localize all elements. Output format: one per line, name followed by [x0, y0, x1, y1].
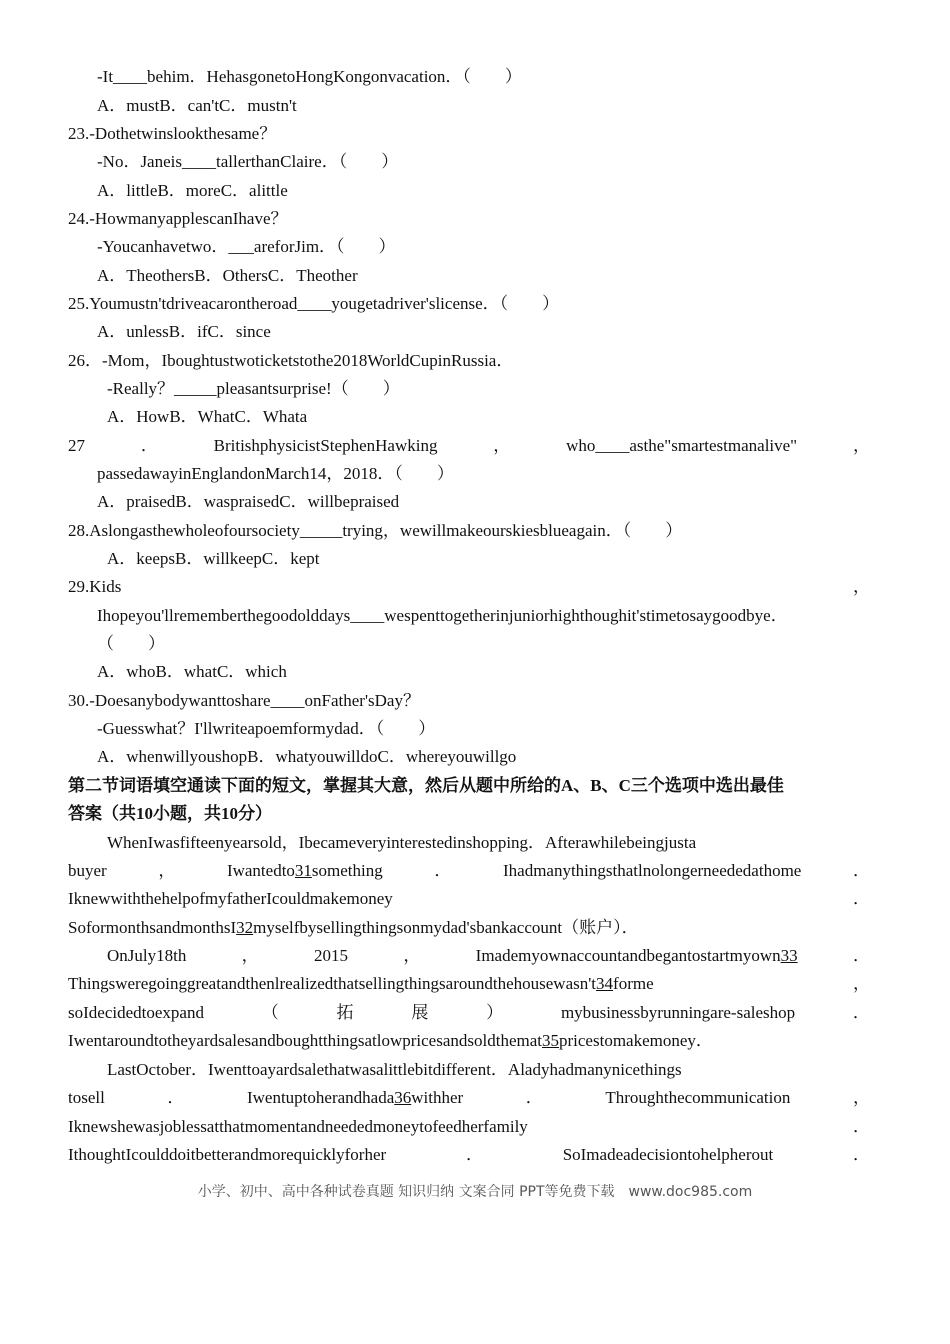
passage-word: Thingsweregoinggreatandthenlrealizedthatsellingthingsaroundthehousewasn't: [68, 974, 597, 993]
passage-punct: ．: [525, 1088, 543, 1107]
q30-options: A．whenwillyoushopB．whatyouwilldoC．whereyouwillgo: [97, 747, 517, 766]
q25-stem: 25.Youmustn'tdriveacarontheroad____yougetadriver'slicense．（ ）: [68, 294, 560, 313]
passage-word: tosell: [68, 1088, 105, 1107]
passage-line12: [68, 1144, 870, 1166]
q23-answer-line: -No．Janeis____tallerthanClaire．（ ）: [97, 152, 399, 171]
q24-stem: 24.-HowmanyapplescanIhave？: [68, 209, 288, 228]
passage-blank-33-group: [476, 945, 798, 967]
passage-word: Throughthecommunication: [605, 1088, 791, 1107]
q22-answer-line: -It____behim．HehasgonetoHongKongonvacation．（ ）: [97, 67, 522, 86]
passage-line9: LastOctober．Iwenttoayardsalethatwasalittlebitdifferent．Aladyhadmanynicethings: [107, 1060, 682, 1079]
passage-line2: [68, 860, 870, 882]
q30-answer-line: -Guesswhat？I'llwriteapoemformydad．（ ）: [97, 719, 436, 738]
passage-punct: ．: [853, 1117, 870, 1136]
q29-bracket: （ ）: [97, 634, 165, 653]
passage-word: 展: [411, 1003, 429, 1022]
passage-word: mybusinessbyrunningare-saleshop: [560, 1003, 796, 1022]
q22-options: A．mustB．can'tC．mustn't: [97, 96, 297, 115]
q30-stem: 30.-Doesanybodywanttoshare____onFather'sDay？: [68, 691, 420, 710]
blank-36: 36: [394, 1088, 412, 1107]
q23-options: A．littleB．moreC．alittle: [97, 181, 288, 200]
passage-word: something: [311, 861, 383, 880]
passage-word: withher: [411, 1088, 464, 1107]
passage-punct: ．: [465, 1145, 483, 1164]
passage-punct: ，: [158, 861, 176, 880]
passage-punct: ，: [403, 946, 421, 965]
passage-punct: ．: [853, 1145, 870, 1164]
section-heading-line1: 第二节词语填空通读下面的短文，掌握其大意，然后从题中所给的A、B、C三个选项中选出最佳: [68, 776, 784, 795]
passage-word: 2015: [314, 946, 348, 965]
q29-stem-line1: [68, 576, 870, 598]
blank-35: 35: [542, 1031, 559, 1050]
passage-blank-31-group: [227, 860, 383, 882]
passage-line11: [68, 1116, 870, 1138]
passage-word: SoImadeadecisiontohelpherout: [562, 1145, 774, 1164]
passage-punct: ．: [434, 861, 452, 880]
passage-line5: [107, 945, 870, 967]
passage-text: pricestomakemoney．: [559, 1031, 713, 1050]
q28-options: A．keepsB．willkeepC．kept: [107, 549, 320, 568]
passage-word: 拓: [336, 1003, 354, 1022]
passage-text: myselfbysellingthingsonmydad'sbankaccount（账户）．: [253, 918, 639, 937]
q29-text: 29.Kids: [68, 577, 122, 596]
passage-punct: ．: [853, 889, 870, 908]
passage-word: Ihadmanythingsthatlnolongerneededathome: [502, 861, 802, 880]
q27-dot: ．: [140, 436, 158, 455]
blank-33: 33: [780, 946, 798, 965]
passage-punct: ，: [241, 946, 259, 965]
passage-word: OnJuly18th: [107, 946, 187, 965]
passage-text: SoformonthsandmonthsI: [68, 918, 237, 937]
blank-32: 32: [236, 918, 254, 937]
passage-line1: WhenIwasfifteenyearsold，Ibecameveryinterestedinshopping．Afterawhilebeingjusta: [107, 833, 697, 852]
passage-punct: ．: [852, 861, 870, 880]
passage-punct: ．: [852, 946, 870, 965]
q27-text-b: who____asthe"smartestmanalive": [566, 436, 798, 455]
passage-blank-34-group: [68, 973, 654, 995]
q27-comma-a: ，: [493, 436, 511, 455]
passage-punct: ．: [852, 1003, 870, 1022]
passage-punct: （: [261, 1003, 279, 1022]
passage-line3: [68, 888, 870, 910]
q27-stem-line1: [68, 435, 870, 457]
passage-word: IknewwiththehelpofmyfatherIcouldmakemoney: [68, 889, 393, 908]
q24-options: A．TheothersB．OthersC．Theother: [97, 266, 358, 285]
q29-comma: ，: [853, 577, 870, 596]
q28-stem: 28.Aslongasthewholeofoursociety_____trying，wewillmakeourskiesblueagain．（ ）: [68, 521, 683, 540]
passage-line10: [68, 1087, 870, 1109]
passage-line6: [68, 973, 870, 995]
section-heading-line2: 答案（共10小题，共10分）: [68, 804, 272, 823]
q29-options: A．whoB．whatC．which: [97, 662, 287, 681]
q26-options: A．HowB．WhatC．Whata: [107, 407, 308, 426]
q27-number: 27: [68, 436, 85, 455]
blank-34: 34: [596, 974, 614, 993]
q27-comma-b: ，: [852, 436, 870, 455]
passage-word: buyer: [68, 861, 107, 880]
passage-word: IthoughtIcoulddoitbetterandmorequicklyforher: [68, 1145, 387, 1164]
q26-stem: 26．-Mom，Iboughtustwoticketstothe2018WorldCupinRussia．: [68, 351, 514, 370]
q27-options: A．praisedB．waspraisedC．willbepraised: [97, 492, 400, 511]
q24-answer-line: -Youcanhavetwo．___areforJim．（ ）: [97, 237, 396, 256]
q27-stem-line2: passedawayinEnglandonMarch14，2018．（ ）: [97, 464, 454, 483]
passage-text: Iwentaroundtotheyardsalesandboughtthingsatlowpricesandsoldthemat: [68, 1031, 542, 1050]
passage-punct: ，: [852, 1088, 870, 1107]
passage-word: Iknewshewasjoblessatthatmomentandneededmoneytofeedherfamily: [68, 1117, 528, 1136]
passage-punct: ．: [167, 1088, 185, 1107]
passage-word: forme: [613, 974, 654, 993]
passage-word: Iwantedto: [226, 861, 295, 880]
passage-punct: ，: [853, 974, 870, 993]
q29-stem-line2: Ihopeyou'llrememberthegoodolddays____wespenttogetherinjuniorhighthoughit'stimetosaygoodbye．: [97, 606, 788, 625]
page-footer: 小学、初中、高中各种试卷真题 知识归纳 文案合同 PPT等免费下载 www.doc985.com: [197, 1184, 753, 1200]
passage-blank-36-group: [247, 1087, 463, 1109]
passage-word: Imademyownaccountandbegantostartmyown: [475, 946, 781, 965]
passage-line7: [68, 1002, 870, 1024]
passage-word: Iwentuptoherandhada: [246, 1088, 395, 1107]
q23-stem: 23.-Dothetwinslookthesame？: [68, 124, 277, 143]
q26-answer-line: -Really？_____pleasantsurprise!（ ）: [107, 379, 400, 398]
q25-options: A．unlessB．ifC．since: [97, 322, 271, 341]
passage-word: soIdecidedtoexpand: [68, 1003, 204, 1022]
passage-punct: ）: [486, 1003, 504, 1022]
q27-text-a: BritishphysicistStephenHawking: [213, 436, 438, 455]
blank-31: 31: [294, 861, 312, 880]
passage-line8: [68, 1030, 713, 1052]
passage-line4: [68, 917, 639, 939]
